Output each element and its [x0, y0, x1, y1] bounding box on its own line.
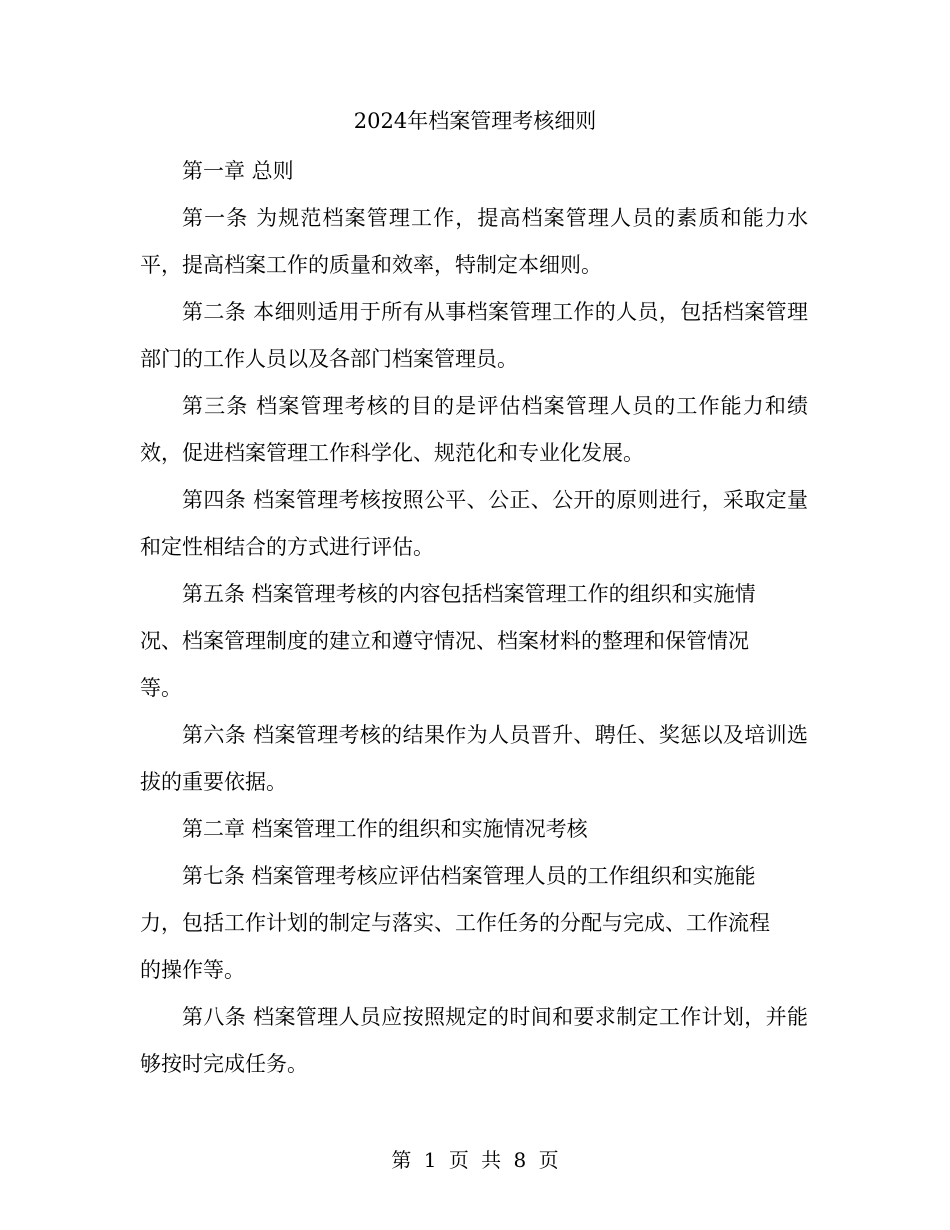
article-paragraph: 第七条 档案管理考核应评估档案管理人员的工作组织和实施能力，包括工作计划的制定与落实、工作任务的分配与完成、工作流程的操作等。: [140, 864, 770, 982]
article-paragraph: 第一条 为规范档案管理工作，提高档案管理人员的素质和能力水平，提高档案工作的质量和效率，特制定本细则。: [140, 206, 808, 277]
article-paragraph: 第四条 档案管理考核按照公平、公正、公开的原则进行，采取定量和定性相结合的方式进行评估。: [140, 488, 808, 559]
article-paragraph: 第五条 档案管理考核的内容包括档案管理工作的组织和实施情况、档案管理制度的建立和遵守情况、档案材料的整理和保管情况等。: [140, 582, 756, 700]
chapter-heading: 第二章 档案管理工作的组织和实施情况考核: [182, 817, 588, 841]
article-paragraph: 第八条 档案管理人员应按照规定的时间和要求制定工作计划，并能够按时完成任务。: [140, 1005, 808, 1076]
document-body: [140, 148, 808, 1088]
page-footer: 第 1 页 共 8 页: [391, 1148, 559, 1172]
article-paragraph: 第三条 档案管理考核的目的是评估档案管理人员的工作能力和绩效，促进档案管理工作科学化、规范化和专业化发展。: [140, 394, 808, 465]
chapter-heading: 第一章 总则: [182, 159, 294, 183]
article-paragraph: 第二条 本细则适用于所有从事档案管理工作的人员，包括档案管理部门的工作人员以及各部门档案管理员。: [140, 300, 808, 371]
article-paragraph: 第六条 档案管理考核的结果作为人员晋升、聘任、奖惩以及培训选拔的重要依据。: [140, 723, 808, 794]
document-title: 2024年档案管理考核细则: [353, 109, 597, 133]
